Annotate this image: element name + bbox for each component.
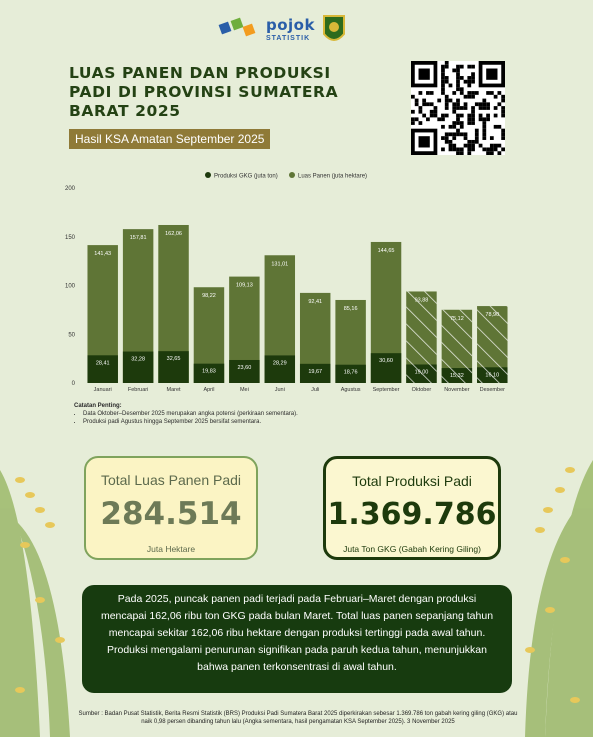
- luas-panen-label: 157,81: [129, 235, 147, 242]
- notes-heading: Catatan Penting:: [74, 403, 122, 409]
- x-tick-label: Juli: [311, 387, 320, 393]
- luas-panen-label: 93,88: [414, 297, 429, 304]
- luas-panen-label: 109,13: [235, 282, 253, 289]
- x-tick-label: Agustus: [340, 387, 361, 393]
- card-label: Total Luas Panen Padi: [100, 472, 242, 488]
- produksi-label: 16,10: [485, 372, 500, 379]
- legend-swatch: [289, 172, 295, 178]
- card-value: 284.514: [100, 496, 242, 532]
- x-tick-label: Juni: [274, 387, 285, 393]
- card-label: Total Produksi Padi: [352, 473, 472, 489]
- x-tick-label: Desember: [479, 387, 505, 393]
- produksi-label: 19,83: [202, 368, 216, 375]
- chart-legend: [205, 172, 367, 180]
- y-tick-label: 0: [71, 381, 75, 387]
- luas-panen-label: 75,12: [449, 315, 464, 322]
- chart-bars: [87, 225, 507, 393]
- luas-panen-label: 85,16: [343, 305, 358, 312]
- notes: [74, 402, 298, 426]
- produksi-label: 19,00: [414, 369, 429, 376]
- legend-label: Luas Panen (juta hektare): [298, 173, 368, 180]
- luas-panen-label: 162,06: [165, 230, 182, 237]
- summary-text: Pada 2025, puncak panen padi terjadi pada Februari–Maret dengan produksi mencapai 162,06 ribu ton GKG pada bulan Maret. Total luas panen sepanjang tahun mencapai sekitar 162,06 ribu hektare dengan produksi tertinggi pada awal tahun. Produksi mengalami penurunan signifikan pada paruh kedua tahun, menunjukkan bahwa panen terkonsentrasi di awal tahun.: [82, 585, 512, 693]
- luas-panen-label: 141,43: [94, 251, 112, 258]
- produksi-label: 18,76: [343, 369, 358, 376]
- produksi-label: 15,32: [449, 373, 464, 380]
- qr-code-icon[interactable]: [411, 61, 505, 155]
- produksi-bar: [229, 360, 259, 383]
- x-tick-label: Februari: [127, 387, 149, 393]
- y-tick-label: 100: [64, 283, 75, 290]
- logo-subtext: STATISTIK: [266, 35, 311, 42]
- subtitle-badge: Hasil KSA Amatan September 2025: [69, 129, 270, 149]
- x-tick-label: April: [203, 387, 215, 393]
- x-tick-label: Maret: [166, 387, 181, 393]
- y-axis: [65, 186, 76, 387]
- y-tick-label: 50: [68, 332, 75, 339]
- page-title: LUAS PANEN DAN PRODUKSI PADI DI PROVINSI SUMATERA BARAT 2025: [69, 64, 339, 120]
- produksi-label: 28,29: [272, 360, 287, 367]
- total-harvest-area-card: [84, 456, 258, 560]
- luas-panen-label: 98,22: [202, 293, 216, 300]
- province-emblem-icon: [321, 14, 347, 46]
- card-unit: Juta Hektare: [146, 544, 196, 554]
- produksi-label: 30,60: [379, 358, 393, 365]
- note-item: • Data Oktober–Desember 2025 merupakan angka potensi (perkiraan sementara).: [83, 410, 298, 418]
- card-value: 1.369.786: [327, 497, 497, 532]
- logo-text: pojok: [266, 16, 315, 34]
- produksi-label: 23,60: [237, 364, 252, 371]
- x-tick-label: Mei: [239, 387, 249, 393]
- produksi-label: 32,28: [131, 356, 146, 363]
- luas-panen-label: 144,65: [377, 247, 395, 254]
- x-tick-label: November: [444, 387, 470, 393]
- luas-panen-label: 78,90: [485, 312, 500, 319]
- header-logos: [218, 14, 347, 46]
- y-tick-label: 150: [64, 234, 75, 241]
- pojok-statistik-logo: [266, 18, 315, 42]
- produksi-label: 28,41: [95, 360, 110, 367]
- luas-panen-label: 131,01: [271, 261, 289, 268]
- total-production-card: [323, 456, 501, 560]
- produksi-label: 19,67: [308, 368, 323, 375]
- x-tick-label: September: [372, 387, 400, 393]
- note-item: • Produksi padi Agustus hingga September 2025 bersifat sementara.: [83, 418, 298, 426]
- bar-chart: [60, 165, 520, 397]
- legend-label: Produksi GKG (juta ton): [214, 173, 278, 180]
- luas-panen-label: 92,41: [308, 298, 323, 305]
- card-unit: Juta Ton GKG (Gabah Kering Giling): [343, 544, 481, 554]
- x-tick-label: Oktober: [411, 387, 432, 393]
- legend-swatch: [205, 172, 211, 178]
- produksi-label: 32,65: [166, 356, 181, 363]
- y-tick-label: 200: [64, 186, 75, 192]
- bps-logo-icon: [218, 15, 260, 45]
- x-tick-label: Januari: [93, 387, 112, 393]
- source-note: Sumber : Badan Pusat Statistik, Berita Resmi Statistik (BRS) Produksi Padi Sumatera Barat 2025 diperkirakan sebesar 1.369.786 ton gabah kering giling (GKG) atau naik 0,98 persen dibanding tahun lalu (Angka sementara, hasil pengamatan KSA September 2025). 3 November 2025: [78, 711, 518, 725]
